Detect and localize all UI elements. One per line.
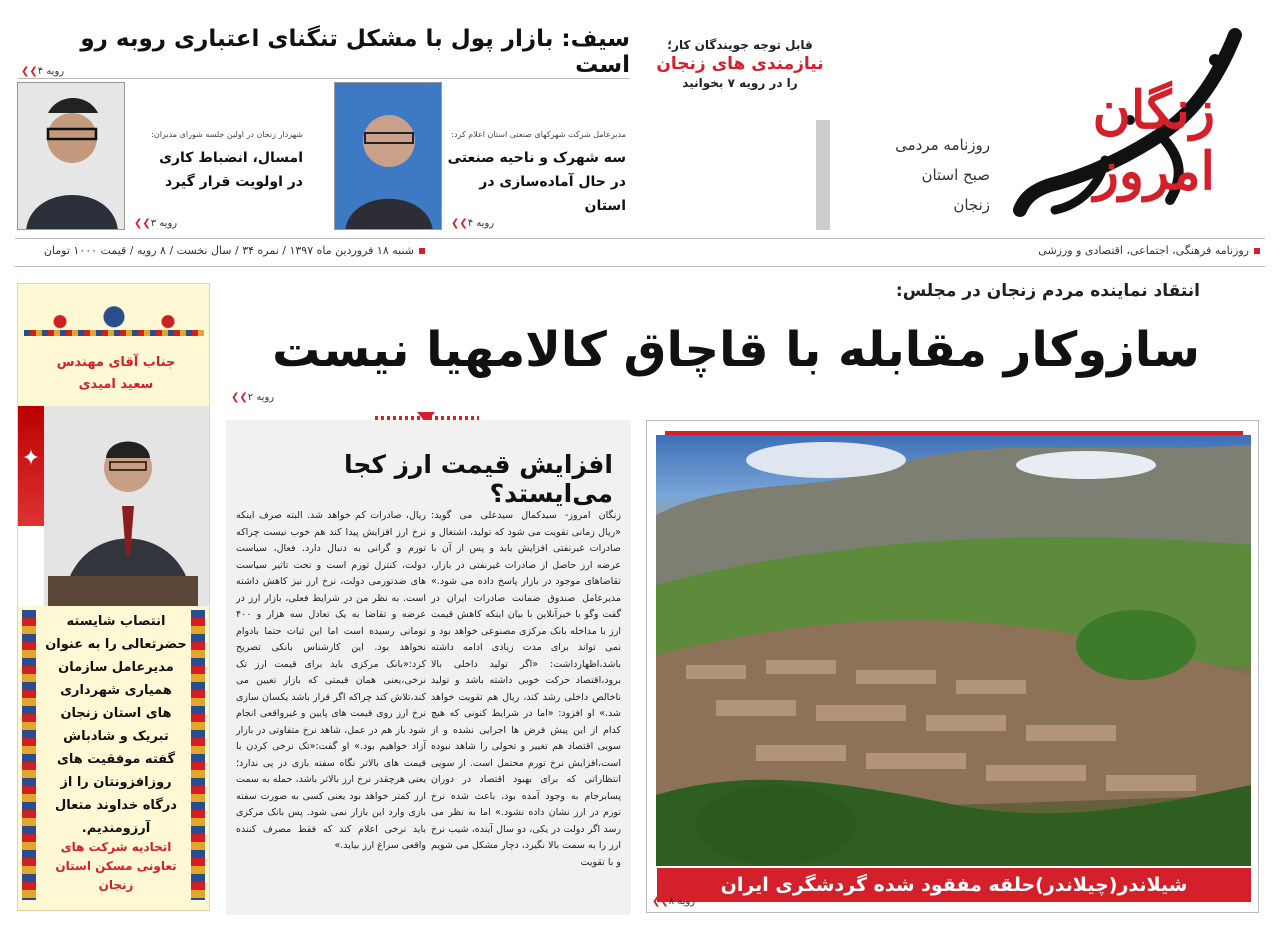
- teaser-mayor[interactable]: [15, 82, 315, 232]
- double-chevron-icon: ❯❯: [134, 218, 151, 229]
- jobs-teaser-line2: نیازمندی های زنجان: [656, 54, 824, 74]
- teaser-title-line: سه شهرک و ناحیه صنعتی: [447, 150, 626, 166]
- photo-page-ref-text: رویه ۸: [668, 896, 696, 907]
- ad-signature-line: اتحادیه شرکت های: [60, 840, 172, 854]
- main-story-page-ref-text: رویه ۲: [247, 392, 275, 403]
- tagline-line: صبح استان: [921, 166, 990, 184]
- ad-body-line: تبریک و شادباش: [63, 729, 169, 744]
- bullet-square-icon: [1254, 248, 1260, 254]
- photo-page-ref[interactable]: [649, 896, 695, 907]
- divider: [18, 78, 630, 79]
- logo-text: زنگان امروز: [1092, 80, 1215, 202]
- currency-article: [226, 420, 631, 915]
- double-chevron-icon: ❯❯: [451, 218, 468, 229]
- ad-signature-line: زنجان: [98, 878, 134, 892]
- dateline-text: شنبه ۱۸ فروردین ماه ۱۳۹۷ / نمره ۳۴ / سال نخست / ۸ رویه / قیمت ۱۰۰۰ تومان: [43, 244, 414, 257]
- ornament-border-icon: [22, 610, 36, 900]
- article-column-right: زنگان امروز- سیدکمال سیدعلی می گوید: «ریال زمانی تقویت می شود که تولید، اشتغال و صادرات غیرنفتی افزایش یابد و پس از آن با عرضه ارز حاصل از صادرات غیرنفتی در بازار، تقاضاهای موجود در بازار پاسخ داده می شود.» مدیرعامل صندوق ضمانت صادرات ایران در گفت وگو با خبرآنلاین با بیان اینکه کاهش قیمت ارز با مداخله بانک مرکزی مصنوعی خواهد بود و نمی تواند برای مدت زیادی ادامه داشته باشد،اظهارداشت: «اگر تولید داخلی بالا برود،اقتصاد حرکت خوبی داشته باشد و تولید ناخالص داخلی رشد کند، ریال هم تقویت خواهد شد.» او افزود: «اما در شرایط کنونی که هیچ کدام از این پیش فرض ها اجرایی نشده و از سویی اقتصاد هم تغییر و تحولی را شاهد نبوده است،افزایش نرخ تورم محتمل است. از سویی انتظاراتی که برای بهبود اقتصاد در دوران پسابرجام به وجود آمده بود، باعث شده نرخ تورم در ارز نشان داده نشود.» اما به نظر می رسد اگر دولت در یکی، دو سال آینده، شیب نرخ ارز را به سمت بالا نگیرد، دچار مشکل می شویم و با تقویت: [431, 510, 621, 868]
- tagline-lines: [840, 130, 990, 220]
- ad-recipient-name: سعید امیدی: [78, 377, 154, 392]
- teaser-kicker: مدیرعامل شرکت شهرکهای صنعتی استان اعلام کرد:: [451, 130, 626, 139]
- teaser-page-ref[interactable]: [448, 218, 494, 229]
- congratulation-ad: [17, 283, 210, 911]
- ad-recipient: [31, 352, 201, 396]
- ad-signature: [42, 838, 190, 895]
- teaser-title: [123, 146, 303, 194]
- flag-icon: ✦: [18, 406, 44, 606]
- landscape-photo-icon: [656, 435, 1251, 866]
- ad-signature-line: تعاونی مسکن استان: [55, 859, 177, 873]
- ad-body-line: حضرتعالی را به عنوان: [45, 637, 187, 652]
- ad-photo: [18, 406, 210, 606]
- tagline-line: روزنامه مردمی: [895, 136, 990, 154]
- paper-description-text: روزنامه فرهنگی، اجتماعی، اقتصادی و ورزشی: [1038, 244, 1249, 257]
- masthead-logo: [1010, 25, 1250, 225]
- double-chevron-icon: ❯❯: [652, 896, 669, 907]
- ad-body-line: مدیرعامل سازمان: [58, 660, 174, 675]
- ad-recipient-title: جناب آقای مهندس: [56, 355, 176, 370]
- tagline-line: زنجان: [953, 196, 990, 214]
- seif-page-ref-text: رویه ۴: [37, 66, 65, 77]
- divider: [15, 238, 1265, 239]
- jobs-teaser-line1: قابل توجه جویندگان کار؛: [667, 38, 813, 52]
- ad-body-line: آرزومندیم.: [81, 821, 151, 836]
- paper-description: [900, 244, 1260, 257]
- seif-headline[interactable]: سیف: بازار پول با مشکل تنگنای اعتباری روبه رو است: [80, 26, 630, 78]
- main-story-page-ref[interactable]: [228, 392, 274, 403]
- teaser-page-ref-text: رویه ۴: [467, 218, 495, 229]
- village-photo: [656, 435, 1251, 866]
- teaser-photo: [334, 82, 442, 230]
- double-chevron-icon: ❯❯: [231, 392, 248, 403]
- jobs-teaser[interactable]: [640, 38, 840, 90]
- dateline: [15, 244, 425, 257]
- teaser-kicker: شهردار زنجان در اولین جلسه شورای مدیران:: [151, 130, 303, 139]
- seif-page-ref[interactable]: [18, 66, 64, 77]
- ornament-icon: [24, 288, 204, 336]
- ad-body-line: های استان زنجان: [60, 706, 172, 721]
- article-title[interactable]: افزایش قیمت ارز کجا می‌ایستد؟: [344, 450, 613, 508]
- ad-body-line: درگاه خداوند متعال: [55, 798, 177, 813]
- photo-story[interactable]: [646, 420, 1259, 913]
- main-story-kicker: انتقاد نماینده مردم زنجان در مجلس:: [895, 281, 1200, 301]
- ad-body-line: گفته موفقیت های: [56, 752, 176, 767]
- teaser-title-line: در اولویت قرار گیرد: [165, 174, 303, 190]
- teaser-title-line: در حال آماده‌سازی در استان: [479, 174, 626, 214]
- teaser-page-ref[interactable]: [131, 218, 177, 229]
- photo-caption: شیلاندر(چیلاندر)حلقه مفقود شده گردشگری ایران: [657, 868, 1251, 902]
- teaser-industrial-parks[interactable]: [330, 82, 630, 232]
- tagline-bar: [816, 120, 830, 230]
- double-chevron-icon: ❯❯: [21, 66, 38, 77]
- ornament-border-icon: [191, 610, 205, 900]
- person-photo-icon: [18, 83, 125, 230]
- main-story-headline[interactable]: سازوکار مقابله با قاچاق کالامهیا نیست: [272, 322, 1200, 378]
- article-column-left: ریال، صادرات کم خواهد شد. البته صرف اینکه نرخ ارز افزایش پیدا کند هم خوب نیست چراکه تورم و گرانی به دنبال دارد. فعال، سیاست دولت، کنترل تورم است و تحت تاثیر سیاست های ضدتورمی دولت، نرخ ارز نیز کاهش داشته است. به نظر من در شرایط فعلی، بازار ارز در عرضه و تقاضا به یک تعادل سه هزار و ۴۰۰ تومانی رسیده است اما این ثبات حتما بادوام نخواهد بود. این کارشناس بانکی تصریح کرد:«بانک مرکزی باید برای قیمت ارز تک نرخی،یعنی همان قیمتی که بازار تعیین می کند،تلاش کند چراکه اگر قرار باشد یکسان سازی نرخ ارز روی قیمت های پایین و غیرواقعی انجام شود باز هم در عمل، شاهد نرخ متفاوتی در بازار آزاد خواهیم بود.» او گفت:«تک نرخی کردن با قیمت های بالاتر نگاه سفته بازی در پی ندارد؛یعنی هرچقدر نرخ ارز بالاتر باشد، حمله به سمت ارز کمتر خواهد بود یعنی کسی به صورت سفته بازی وارد این بازار نمی شود. پس بانک مرکزی باید نرخی اعلام کند که فقط مصرف کننده واقعی سراغ ارز بیاید.»: [236, 510, 426, 851]
- ad-body-line: انتصاب شایسته: [66, 614, 166, 629]
- ad-body: [42, 610, 190, 840]
- bullet-square-icon: [419, 248, 425, 254]
- teaser-page-ref-text: رویه ۳: [150, 218, 178, 229]
- person-photo-icon: [18, 406, 210, 606]
- ad-body-line: روزافزونتان را از: [60, 775, 172, 790]
- person-photo-icon: [335, 83, 442, 230]
- ad-body-line: همیاری شهرداری: [60, 683, 172, 698]
- divider: [15, 266, 1265, 267]
- teaser-title-line: امسال، انضباط کاری: [159, 150, 303, 166]
- teaser-title: [441, 146, 626, 218]
- teaser-photo: [17, 82, 125, 230]
- jobs-teaser-line3: را در رویه ۷ بخوانید: [682, 76, 798, 90]
